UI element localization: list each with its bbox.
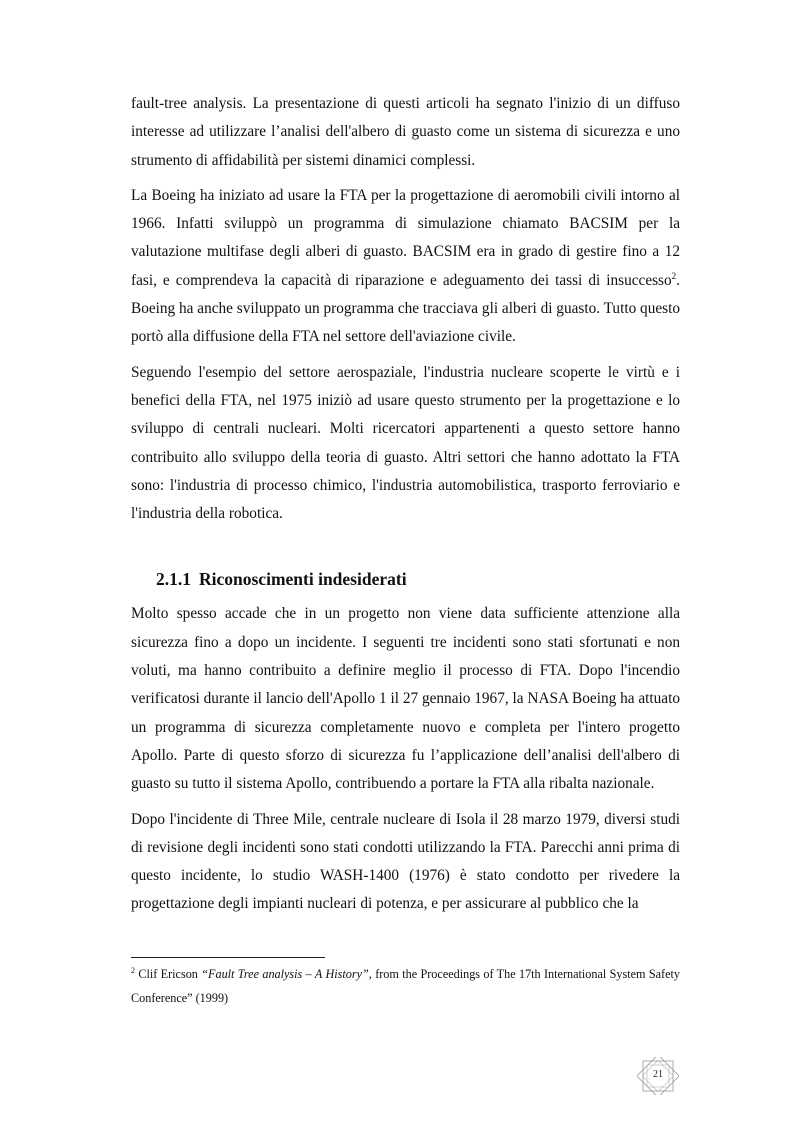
boeing-text-part1: La Boeing ha iniziato ad usare la FTA per la progettazione di aeromobili civili intorno al 1966. Infatti sviluppò un programma di simulazione chiamato BACSIM per la valutazione multifase degli alberi di guasto. BACSIM era in grado di gestire fino a 12 fasi, e comprendeva la capacità di riparazione e adeguamento dei tassi di insuccesso [131,186,680,289]
footnote-marker: 2 [131,965,135,975]
paragraph-intro-continuation: fault-tree analysis. La presentazione di questi articoli ha segnato l'inizio di un diffuso interesse ad utilizzare l’analisi dell'albero di guasto come un sistema di sicurezza e uno strumento di affidabilità per sistemi dinamici complessi. [131,95,680,169]
paragraph-three-mile: Dopo l'incidente di Three Mile, centrale nucleare di Isola il 28 marzo 1979, diversi studi di revisione degli incidenti sono stati condotti utilizzando la FTA. Parecchi anni prima di questo incidente, lo studio WASH-1400 (1976) è stato condotto per rivedere la progettazione degli impianti nucleari di potenza, e per assicurare al pubblico che la [131,810,680,913]
footnote [131,962,680,1010]
footnote-author: Clif Ericson [135,967,202,981]
page-number-ornament [637,1057,679,1095]
paragraph-boeing [131,182,680,352]
paragraph-apollo: Molto spesso accade che in un progetto non viene data sufficiente attenzione alla sicurezza fino a dopo un incidente. I seguenti tre incidenti sono stati sfortunati e non voluti, ma hanno contribuito a definire meglio il processo di FTA. Dopo l'incendio verificatosi durante il lancio dell'Apollo 1 il 27 gennaio 1967, la NASA Boeing ha attuato un programma di sicurezza completamente nuovo e completa per l'intero progetto Apollo. Parte di questo sforzo di sicurezza fu l’applicazione dell’analisi dell'albero di guasto su tutto il sistema Apollo, contribuendo a portare la FTA alla ribalta nazionale. [131,605,680,793]
paragraph-nuclear: Seguendo l'esempio del settore aerospaziale, l'industria nucleare scoperte le virtù e i benefici della FTA, nel 1975 iniziò ad usare questo strumento per la progettazione e lo sviluppo di centrali nucleari. Molti ricercatori appartenenti a questo settore hanno contribuito allo sviluppo della teoria di guasto. Altri settori che hanno adottato la FTA sono: l'industria di processo chimico, l'industria automobilistica, trasporto ferroviario e l'industria della robotica. [131,363,680,523]
section-heading [156,567,680,591]
footnote-separator [131,957,325,958]
footnote-source: , from the Proceedings of The 17th International System Safety Conference” (1999) [131,967,680,1005]
page-body [131,90,680,926]
boeing-text-part2: . Boeing ha anche sviluppato un programma che tracciava gli alberi di guasto. Tutto questo portò alla diffusione della FTA nel settore dell'aviazione civile. [131,271,680,346]
section-number: 2.1.1 [156,569,191,590]
page-number: 21 [653,1069,663,1080]
footnote-reference[interactable]: 2 [671,270,677,281]
section-title: Riconoscimenti indesiderati [199,569,407,590]
footnote-title: “Fault Tree analysis – A History” [201,967,369,981]
